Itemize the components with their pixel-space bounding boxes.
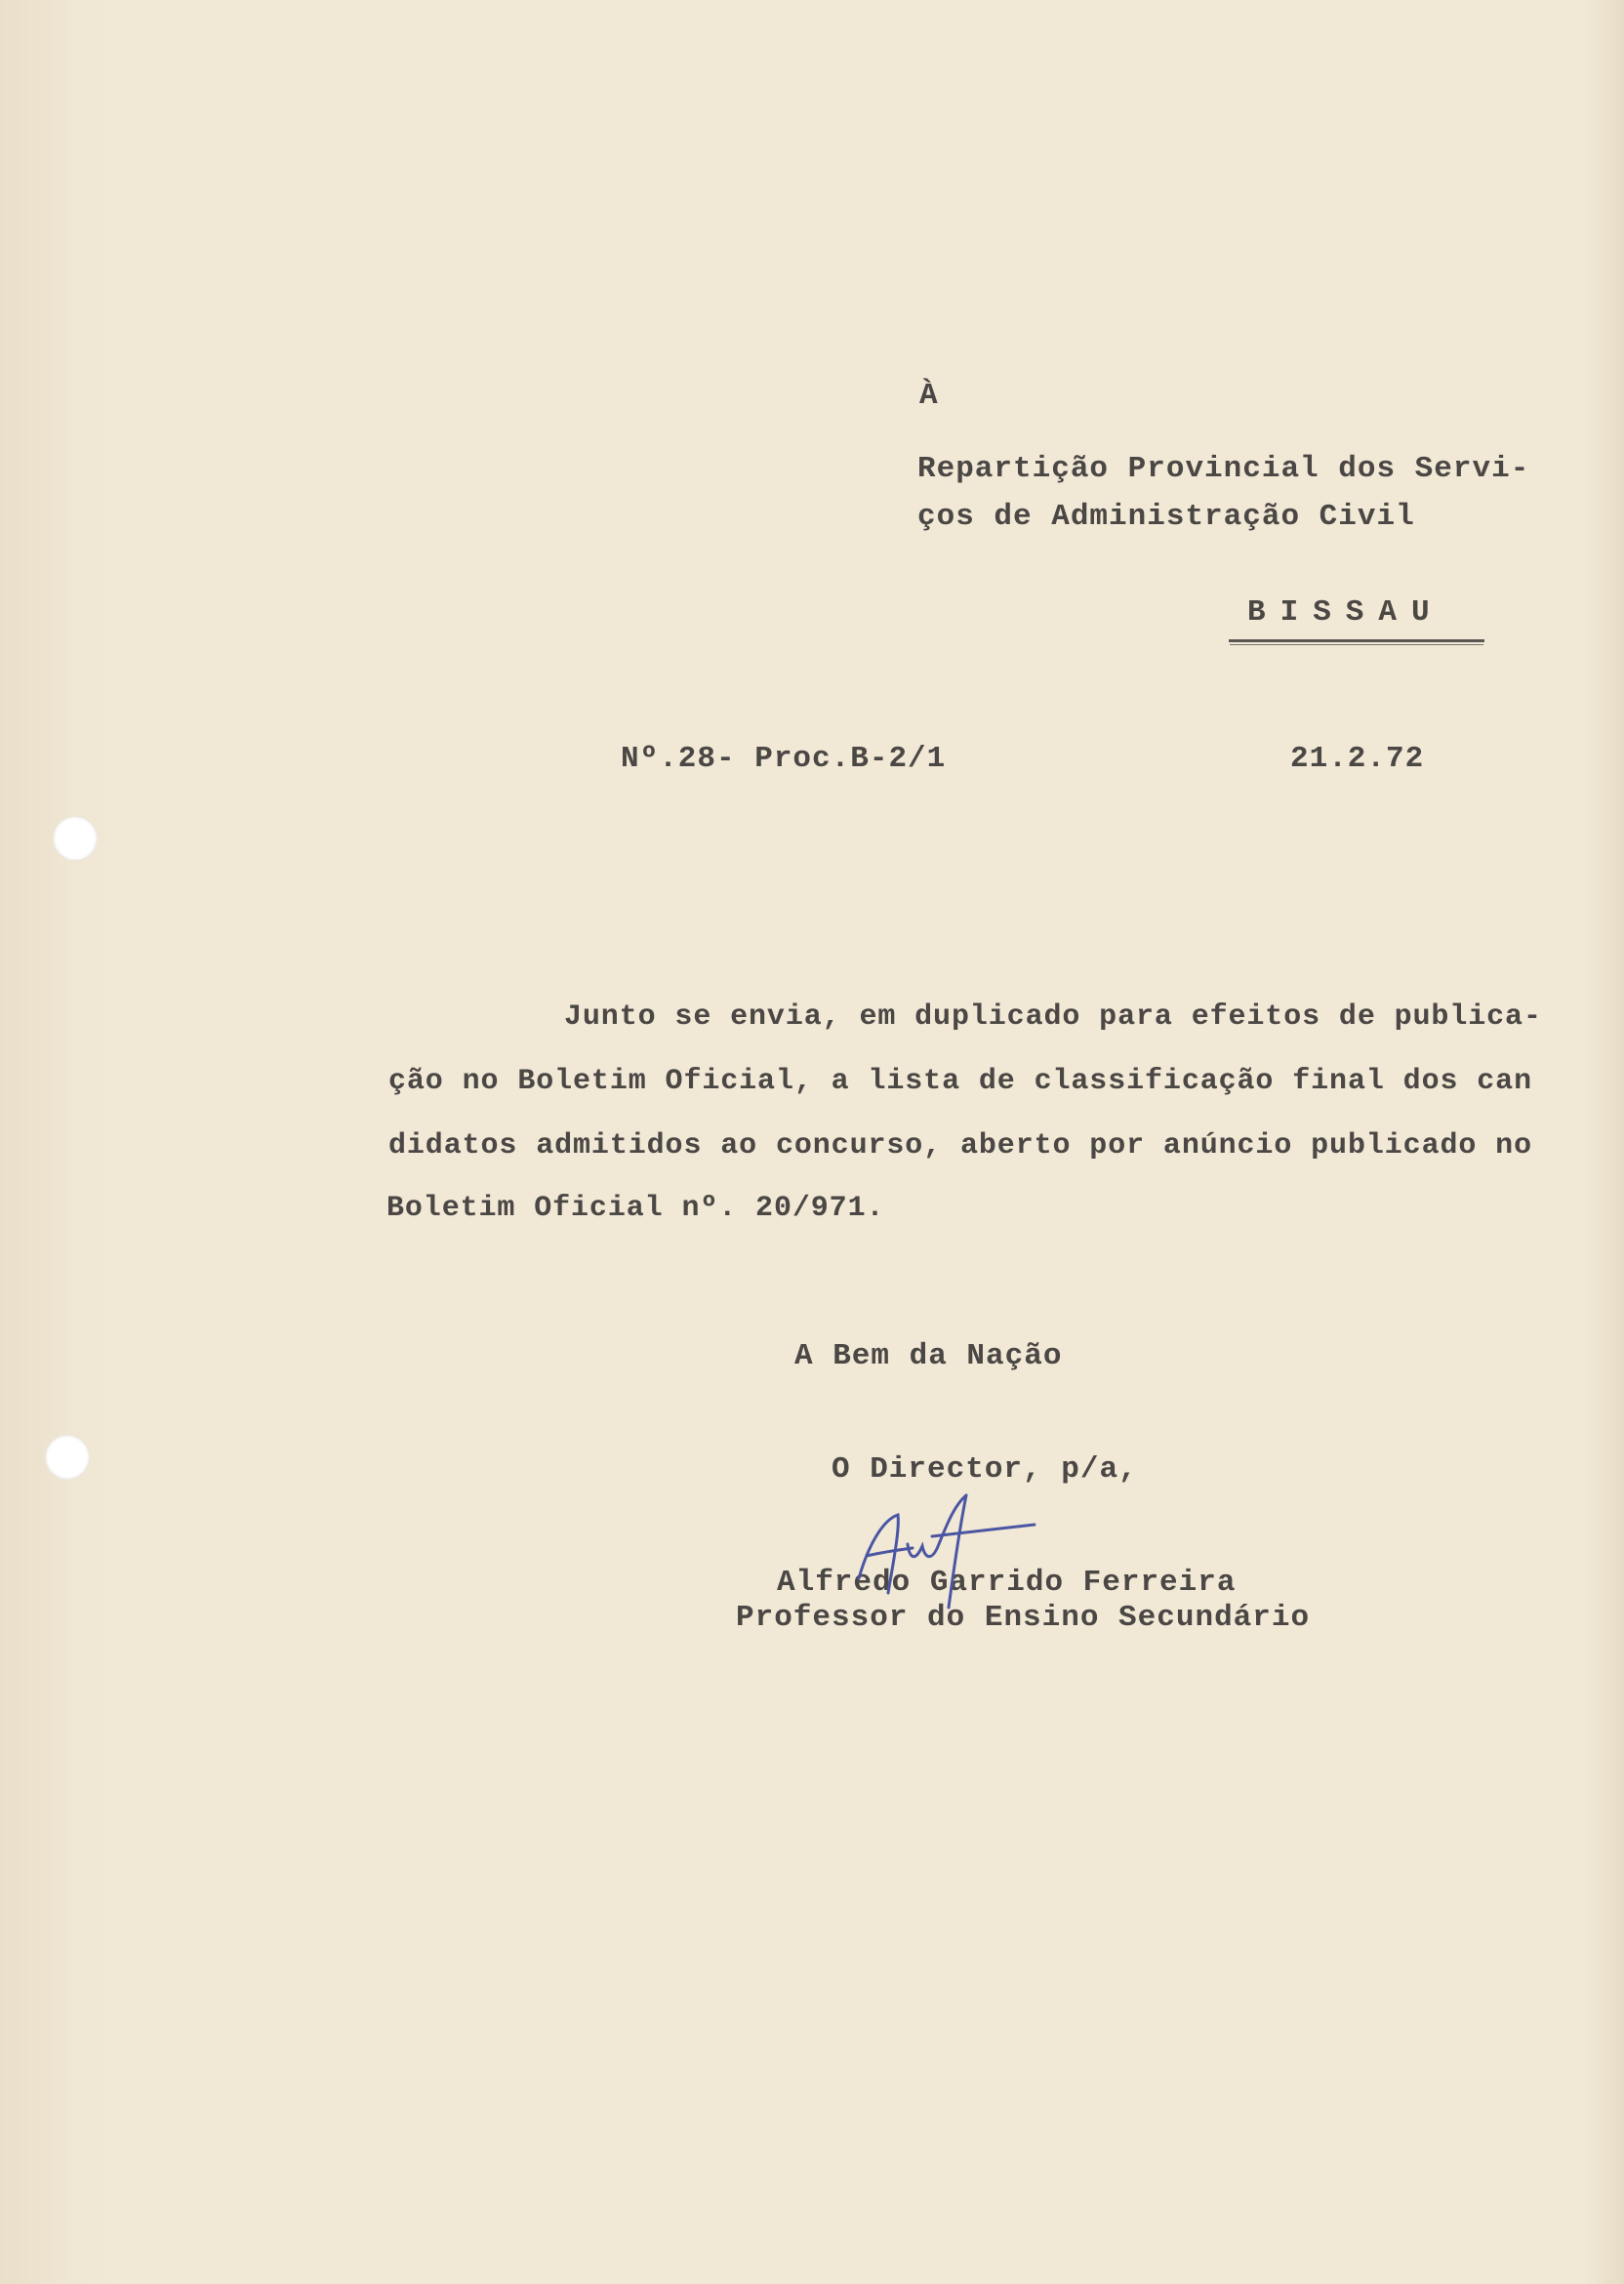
body-line-4: Boletim Oficial nº. 20/971. — [386, 1192, 885, 1225]
body-line-2: ção no Boletim Oficial, a lista de classificação final dos can — [388, 1065, 1532, 1098]
page-right-shadow — [1585, 0, 1624, 2284]
recipient-line-2: ços de Administração Civil — [917, 500, 1415, 534]
closing-salutation: A Bem da Nação — [794, 1339, 1063, 1373]
recipient-line-1: Repartição Provincial dos Servi- — [917, 452, 1530, 486]
signatory-name: Alfredo Garrido Ferreira — [777, 1566, 1237, 1600]
punch-hole — [45, 1435, 90, 1480]
reference-number: Nº.28- Proc.B-2/1 — [621, 742, 947, 776]
punch-hole — [53, 816, 98, 861]
recipient-prefix: À — [919, 379, 939, 413]
body-line-1: Junto se envia, em duplicado para efeitos de publica- — [564, 1000, 1542, 1034]
page-edge-shadow — [0, 0, 117, 2284]
reference-date: 21.2.72 — [1290, 742, 1425, 776]
signatory-position: Professor do Ensino Secundário — [736, 1601, 1311, 1635]
city-underline — [1229, 639, 1484, 642]
body-line-3: didatos admitidos ao concurso, aberto por anúncio publicado no — [388, 1129, 1532, 1162]
recipient-city: BISSAU — [1247, 595, 1444, 630]
signatory-title: O Director, p/a, — [832, 1452, 1138, 1487]
